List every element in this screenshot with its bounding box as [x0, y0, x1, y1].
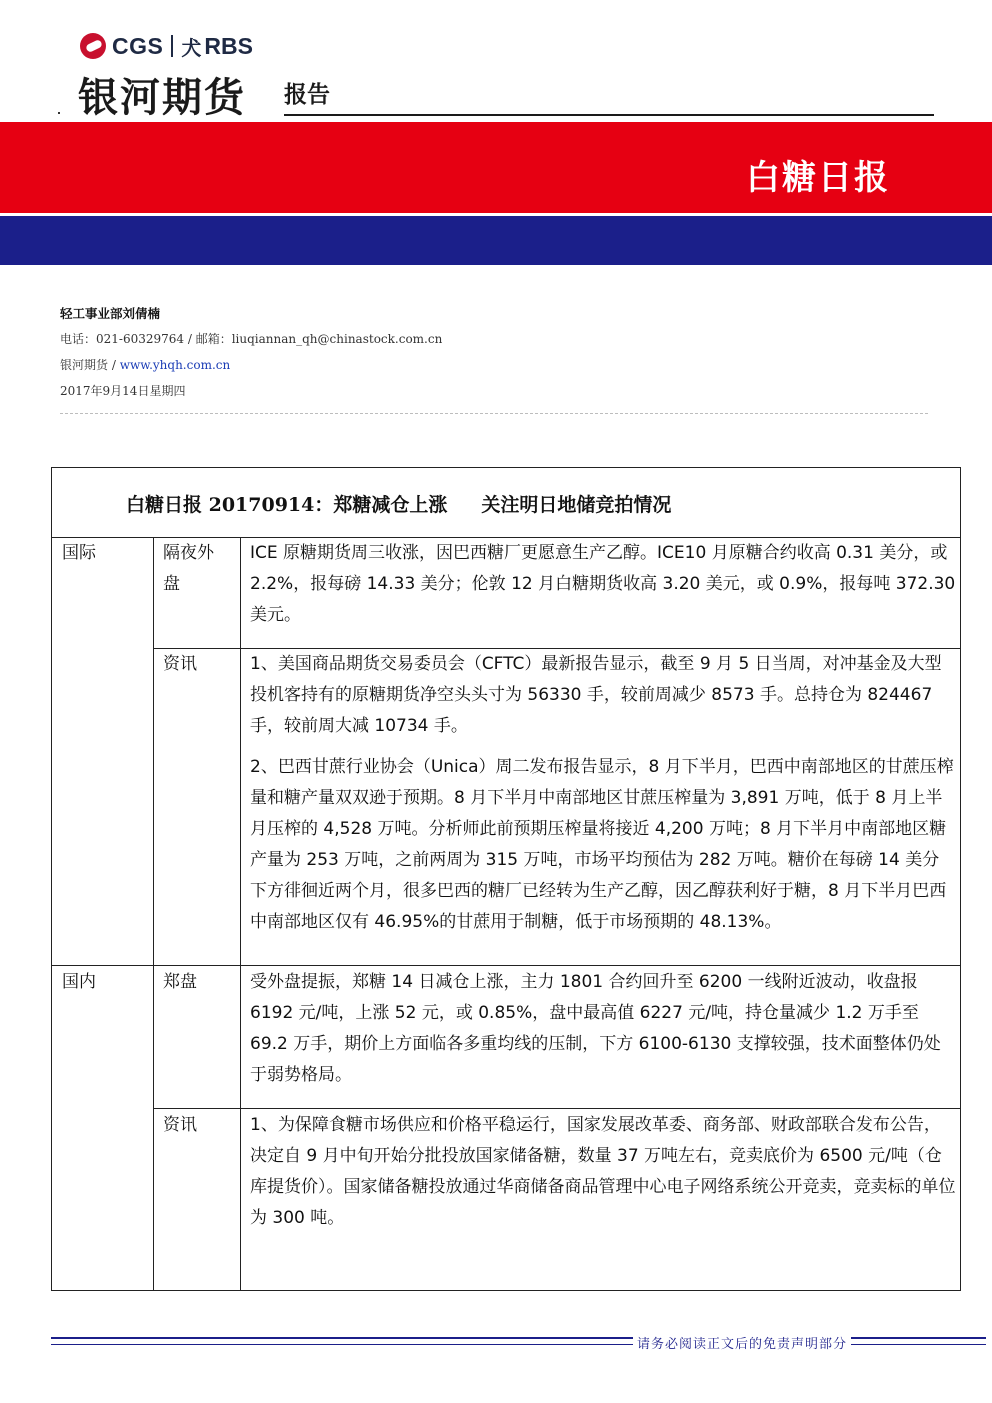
report-label: 报告	[284, 82, 330, 108]
category-zhengzhou: 郑盘	[163, 972, 197, 992]
company-website	[60, 356, 230, 373]
category-domestic-news: 资讯	[163, 1115, 197, 1135]
report-title	[52, 468, 960, 538]
category-intl-news: 资讯	[163, 654, 197, 674]
header-dot	[58, 112, 60, 114]
region-international: 国际	[62, 543, 96, 563]
paragraph: 2、巴西甘蔗行业协会（Unica）周二发布报告显示，8 月下半月，巴西中南部地区的甘蔗压榨量和糖产量双双逊于预期。8 月下半月中南部地区甘蔗压榨量为 3,891 万吨，低于 8 月上半月压榨的 4,528 万吨。分析师此前预期压榨量将接近 4,200 万吨；8 月下半月中南部地区糖产量为 253 万吨，之前两周为 315 万吨，市场平均预估为 282 万吨。糖价在每磅 14 美分下方徘徊近两个月，很多巴西的糖厂已经转为生产乙醇，因乙醇获利好于糖，8 月下半月巴西中南部地区仅有 46.95%的甘蔗用于制糖，低于市场预期的 48.13%。	[250, 757, 954, 932]
author-contact: 电话：021-60329764 / 邮箱：liuqiannan_qh@chinastock.com.cn	[60, 332, 443, 346]
paragraph: ICE 原糖期货周三收涨，因巴西糖厂更愿意生产乙醇。ICE10 月原糖合约收高 0.31 美分，或 2.2%，报每磅 14.33 美分；伦敦 12 月白糖期货收高 3.20 美元，或 0.9%，报每吨 372.30 美元。	[250, 543, 956, 625]
logo-separator	[171, 35, 173, 57]
website-link[interactable]: www.yhqh.com.cn	[119, 358, 231, 372]
blue-banner	[0, 216, 992, 265]
website-prefix: 银河期货 /	[60, 358, 120, 372]
company-logo	[80, 30, 253, 62]
brand-name: 银河期货	[78, 75, 246, 121]
dashed-divider	[60, 413, 928, 414]
column-divider	[240, 537, 241, 1290]
logo-cgs-text: CGS	[112, 32, 164, 59]
header-rule	[284, 114, 934, 116]
category-overnight: 隔夜外盘	[163, 543, 214, 594]
row-divider	[52, 965, 960, 966]
cgs-logo-icon	[80, 33, 106, 59]
logo-rbs-text: RBS	[204, 32, 253, 59]
report-title-sub: 关注明日地储竞拍情况	[481, 493, 672, 516]
rbs-logo-icon: ⽝	[181, 35, 202, 60]
overnight-content	[250, 538, 956, 631]
domestic-news-content	[250, 1110, 956, 1234]
report-date: 2017年9月14日星期四	[60, 384, 186, 398]
report-table	[51, 467, 961, 1291]
paragraph: 1、为保障食糖市场供应和价格平稳运行，国家发展改革委、商务部、财政部联合发布公告，决定自 9 月中旬开始分批投放国家储备糖，数量 37 万吨左右，竞卖底价为 6500 元/吨（仓库提货价）。国家储备糖投放通过华商储备商品管理中心电子网络系统公开竞卖，竞卖标的单位为 300 吨。	[250, 1115, 956, 1228]
paragraph: 1、美国商品期货交易委员会（CFTC）最新报告显示，截至 9 月 5 日当周，对冲基金及大型投机客持有的原糖期货净空头头寸为 56330 手，较前周减少 8573 手。总持仓为 824467 手，较前周大减 10734 手。	[250, 654, 942, 736]
paragraph: 受外盘提振，郑糖 14 日减仓上涨，主力 1801 合约回升至 6200 一线附近波动，收盘报 6192 元/吨，上涨 52 元，或 0.85%，盘中最高值 6227 元/吨，持仓量减少 1.2 万手至 69.2 万手，期价上方面临各多重均线的压制，下方 6100-6130 支撑较强，技术面整体仍处于弱势格局。	[250, 972, 941, 1085]
zhengzhou-content	[250, 967, 956, 1091]
report-title-main: 白糖日报 20170914：郑糖减仓上涨	[126, 493, 448, 516]
row-divider	[153, 1108, 960, 1109]
region-domestic: 国内	[62, 972, 96, 992]
banner-title: 白糖日报	[746, 158, 890, 198]
title-banner	[0, 122, 992, 213]
author-department: 轻工事业部刘倩楠	[60, 306, 161, 321]
disclaimer-note: 请务必阅读正文后的免责声明部分	[633, 1333, 851, 1352]
intl-news-content	[250, 649, 956, 938]
column-divider	[153, 537, 154, 1290]
